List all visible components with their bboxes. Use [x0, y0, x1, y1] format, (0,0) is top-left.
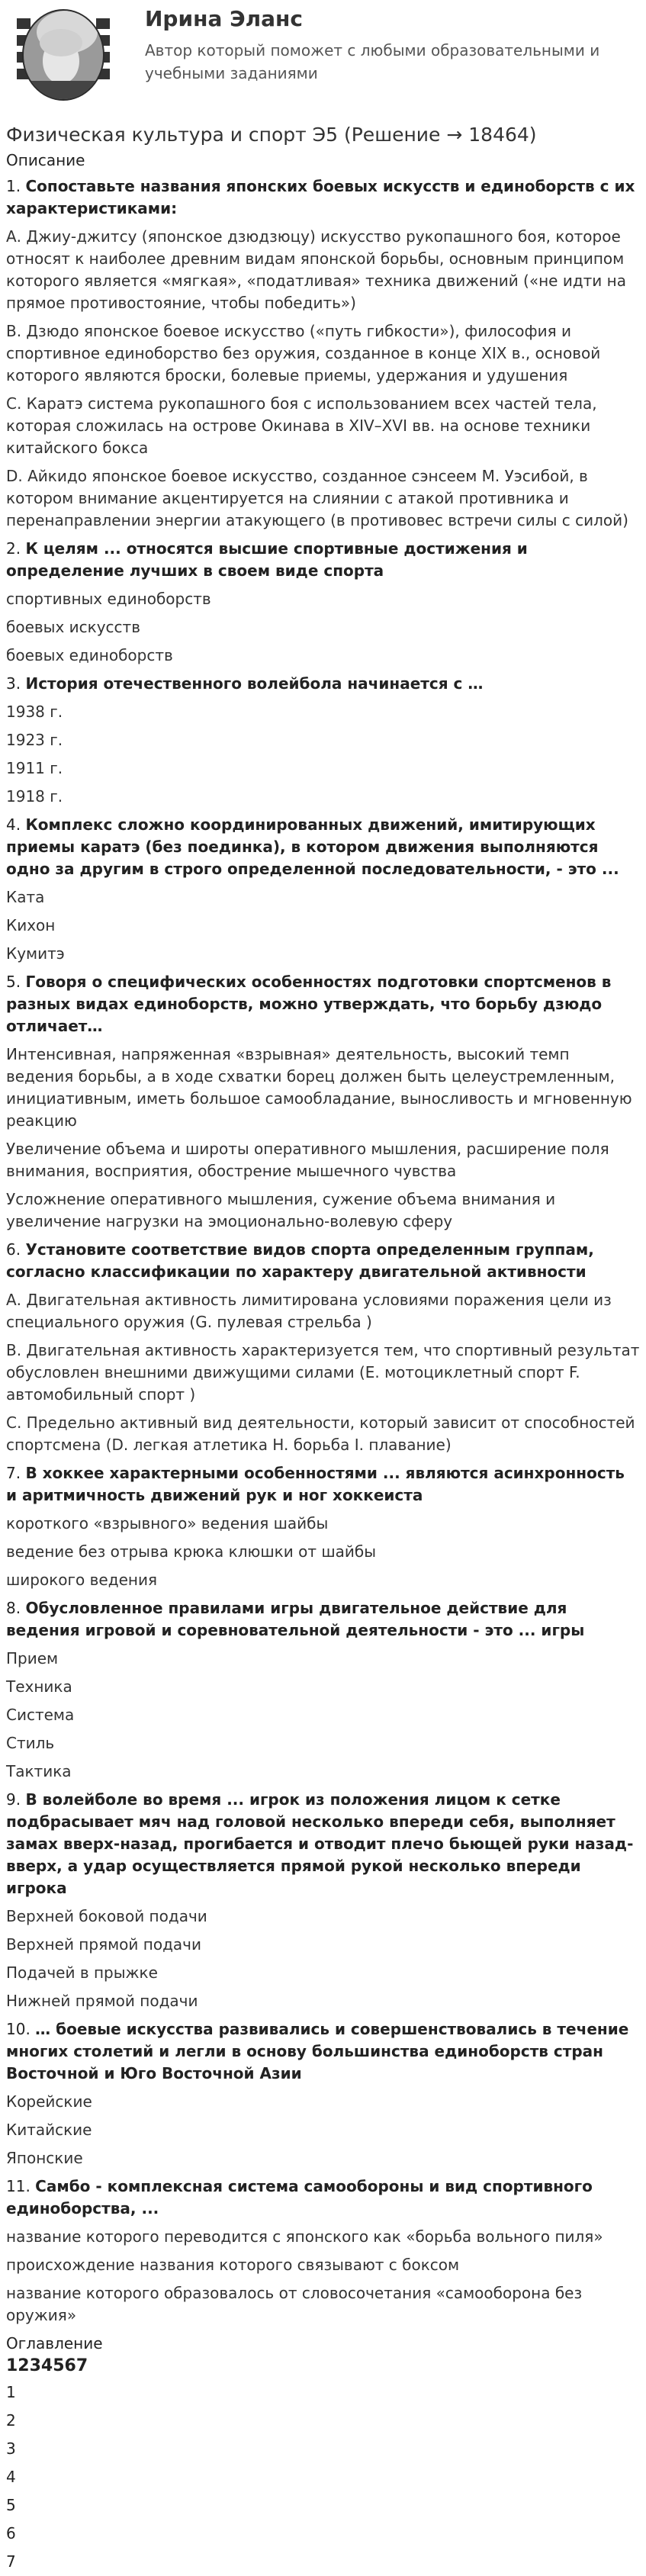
answer-option[interactable]: Интенсивная, напряженная «взрывная» деятельность, высокий темп ведения борьбы, а в ходе схватки борец должен быть целеустремленным, инициативным, иметь большое самообладание, выносливость и мгновенную реакцию — [6, 1045, 632, 1130]
question-11 — [6, 2176, 640, 2220]
answer-option[interactable]: Ката — [6, 888, 45, 906]
answer-option[interactable]: спортивных единоборств — [6, 590, 211, 608]
question-number: 4. — [6, 815, 21, 834]
question-2 — [6, 538, 640, 582]
answer-option[interactable]: широкого ведения — [6, 1571, 157, 1589]
answer-option[interactable]: ведение без отрыва крюка клюшки от шайбы — [6, 1542, 377, 1561]
question-number: 10. — [6, 2020, 31, 2038]
answer-option[interactable]: боевых искусств — [6, 618, 140, 636]
question-8 — [6, 1597, 640, 1642]
answer-option[interactable]: 1923 г. — [6, 731, 63, 749]
answer-option[interactable]: короткого «взрывного» ведения шайбы — [6, 1514, 329, 1532]
question-7 — [6, 1462, 640, 1507]
answer-option[interactable]: В. Дзюдо японское боевое искусство («путь гибкости»), философия и спортивное единоборство без оружия, созданное в конце XIX в., основой которого являются броски, болевые приемы, удержания и удушения — [6, 322, 601, 384]
question-number: 5. — [6, 973, 21, 991]
answer-option[interactable]: D. Айкидо японское боевое искусство, созданное сэнсеем М. Уэсибой, в котором внимание акцентируется на слиянии с атакой противника и перенаправлении энергии атакующего (в противовес встречи силы с силой) — [6, 467, 628, 529]
question-text: Обусловленное правилами игры двигательное действие для ведения игровой и соревновательной деятельности - это ... игры — [6, 1599, 585, 1639]
question-10 — [6, 2018, 640, 2085]
question-3 — [6, 673, 640, 695]
answer-option[interactable]: Нижней прямой подачи — [6, 1992, 198, 2010]
answer-option[interactable]: боевых единоборств — [6, 646, 173, 664]
question-text: В волейболе во время ... игрок из положения лицом к сетке подбрасывает мяч над головой несколько впереди себя, выполняет замах вверх-назад, прогибается и отводит плечо бьющей руки назад-вверх, а удар осуществляется прямой рукой несколько впереди игрока — [6, 1790, 634, 1897]
answer-option[interactable]: Японские — [6, 2149, 83, 2167]
answer-option[interactable]: Увеличение объема и широты оперативного мышления, расширение поля внимания, восприятия, обострение мышечного чувства — [6, 1140, 609, 1180]
avatar-image — [6, 5, 121, 102]
question-number: 8. — [6, 1599, 21, 1617]
question-1 — [6, 175, 640, 220]
toc-item[interactable]: 1 — [6, 2383, 16, 2401]
answer-option[interactable]: Тактика — [6, 1762, 72, 1780]
answer-option[interactable]: 1911 г. — [6, 759, 63, 777]
toc-item[interactable]: 2 — [6, 2411, 16, 2430]
toc-item[interactable]: 3 — [6, 2439, 16, 2458]
answer-option[interactable]: Подачей в прыжке — [6, 1963, 158, 1982]
description-label: Описание — [6, 151, 85, 169]
answer-option[interactable]: Стиль — [6, 1734, 55, 1752]
answer-option[interactable]: название которого переводится с японского как «борьба вольного пиля» — [6, 2227, 603, 2246]
toc-numbers: 1234567 — [6, 2356, 88, 2375]
question-text: Установите соответствие видов спорта определенным группам, согласно классификации по характеру двигательной активности — [6, 1240, 594, 1281]
question-text: … боевые искусства развивались и совершенствовались в течение многих столетий и легли в основу большинства единоборств стран Восточной и Юго Восточной Азии — [6, 2020, 629, 2082]
answer-option[interactable]: Верхней прямой подачи — [6, 1935, 201, 1954]
answer-option[interactable]: Усложнение оперативного мышления, сужение объема внимания и увеличение нагрузки на эмоционально-волевую сферу — [6, 1190, 556, 1230]
question-number: 7. — [6, 1464, 21, 1482]
question-4 — [6, 814, 640, 880]
answer-option[interactable]: Техника — [6, 1677, 72, 1696]
question-text: К целям ... относятся высшие спортивные достижения и определение лучших в своем виде спорта — [6, 539, 528, 580]
question-number: 11. — [6, 2177, 31, 2195]
question-text: Говоря о специфических особенностях подготовки спортсменов в разных видах единоборств, можно утверждать, что борьбу дзюдо отличает… — [6, 973, 612, 1035]
toc-list — [6, 2378, 640, 2576]
question-number: 6. — [6, 1240, 21, 1259]
answer-option[interactable]: Китайские — [6, 2121, 92, 2139]
answer-option[interactable]: 1938 г. — [6, 703, 63, 721]
question-5 — [6, 971, 640, 1037]
answer-option[interactable]: Кихон — [6, 916, 56, 934]
answer-option[interactable]: С. Предельно активный вид деятельности, который зависит от способностей спортсмена (D. легкая атлетика H. борьба I. плавание) — [6, 1413, 635, 1454]
question-text: Комплекс сложно координированных движений, имитирующих приемы каратэ (без поединка), в котором движения выполняются одно за другим в строго определенной последовательности, - это ... — [6, 815, 619, 878]
toc-item[interactable]: 4 — [6, 2468, 16, 2486]
answer-option[interactable]: Система — [6, 1706, 75, 1724]
question-number: 2. — [6, 539, 21, 558]
question-text: История отечественного волейбола начинается с … — [25, 674, 484, 693]
question-text: Самбо - комплексная система самообороны и вид спортивного единоборства, ... — [6, 2177, 593, 2217]
question-list — [6, 175, 640, 2327]
page-title: Физическая культура и спорт Э5 (Решение → 18464) — [6, 124, 537, 146]
question-number: 1. — [6, 177, 21, 195]
answer-option[interactable]: Прием — [6, 1649, 59, 1667]
question-text: В хоккее характерными особенностями ... являются асинхронность и аритмичность движений рук и ног хоккеиста — [6, 1464, 625, 1504]
answer-option[interactable]: происхождение названия которого связывают с боксом — [6, 2256, 460, 2274]
question-9 — [6, 1789, 640, 1899]
answer-option[interactable]: Корейские — [6, 2092, 92, 2111]
author-header — [6, 0, 640, 119]
answer-option[interactable]: В. Двигательная активность характеризуется тем, что спортивный результат обусловлен внешними движущими силами (E. мотоциклетный спорт F. автомобильный спорт ) — [6, 1341, 640, 1404]
question-text: Сопоставьте названия японских боевых искусств и единоборств с их характеристиками: — [6, 177, 635, 217]
answer-option[interactable]: А. Двигательная активность лимитирована условиями поражения цели из специального оружия (G. пулевая стрельба ) — [6, 1291, 612, 1331]
toc-item[interactable]: 6 — [6, 2524, 16, 2542]
author-name[interactable]: Ирина Эланс — [145, 6, 303, 31]
answer-option[interactable]: Кумитэ — [6, 944, 65, 963]
question-number: 3. — [6, 674, 21, 693]
toc-item[interactable]: 7 — [6, 2552, 16, 2571]
toc-label: Оглавление — [6, 2334, 103, 2352]
toc-item[interactable]: 5 — [6, 2496, 16, 2514]
answer-option[interactable]: С. Каратэ система рукопашного боя с использованием всех частей тела, которая сложилась на острове Окинава в XIV–XVI вв. на основе техники китайского бокса — [6, 394, 597, 457]
author-description: Автор который поможет с любыми образовательными и учебными заданиями — [145, 41, 600, 82]
answer-option[interactable]: А. Джиу-джитсу (японское дзюдзюцу) искусство рукопашного боя, которое относят к наиболее древним видам японской борьбы, основным принципом которого является «мягкая», «податливая» техника движений («не идти на прямое противостояние, чтобы победить») — [6, 227, 626, 312]
answer-option[interactable]: название которого образовалось от словосочетания «самооборона без оружия» — [6, 2284, 583, 2324]
question-6 — [6, 1239, 640, 1283]
question-number: 9. — [6, 1790, 21, 1809]
answer-option[interactable]: 1918 г. — [6, 787, 63, 806]
avatar[interactable] — [6, 5, 121, 102]
answer-option[interactable]: Верхней боковой подачи — [6, 1907, 207, 1925]
